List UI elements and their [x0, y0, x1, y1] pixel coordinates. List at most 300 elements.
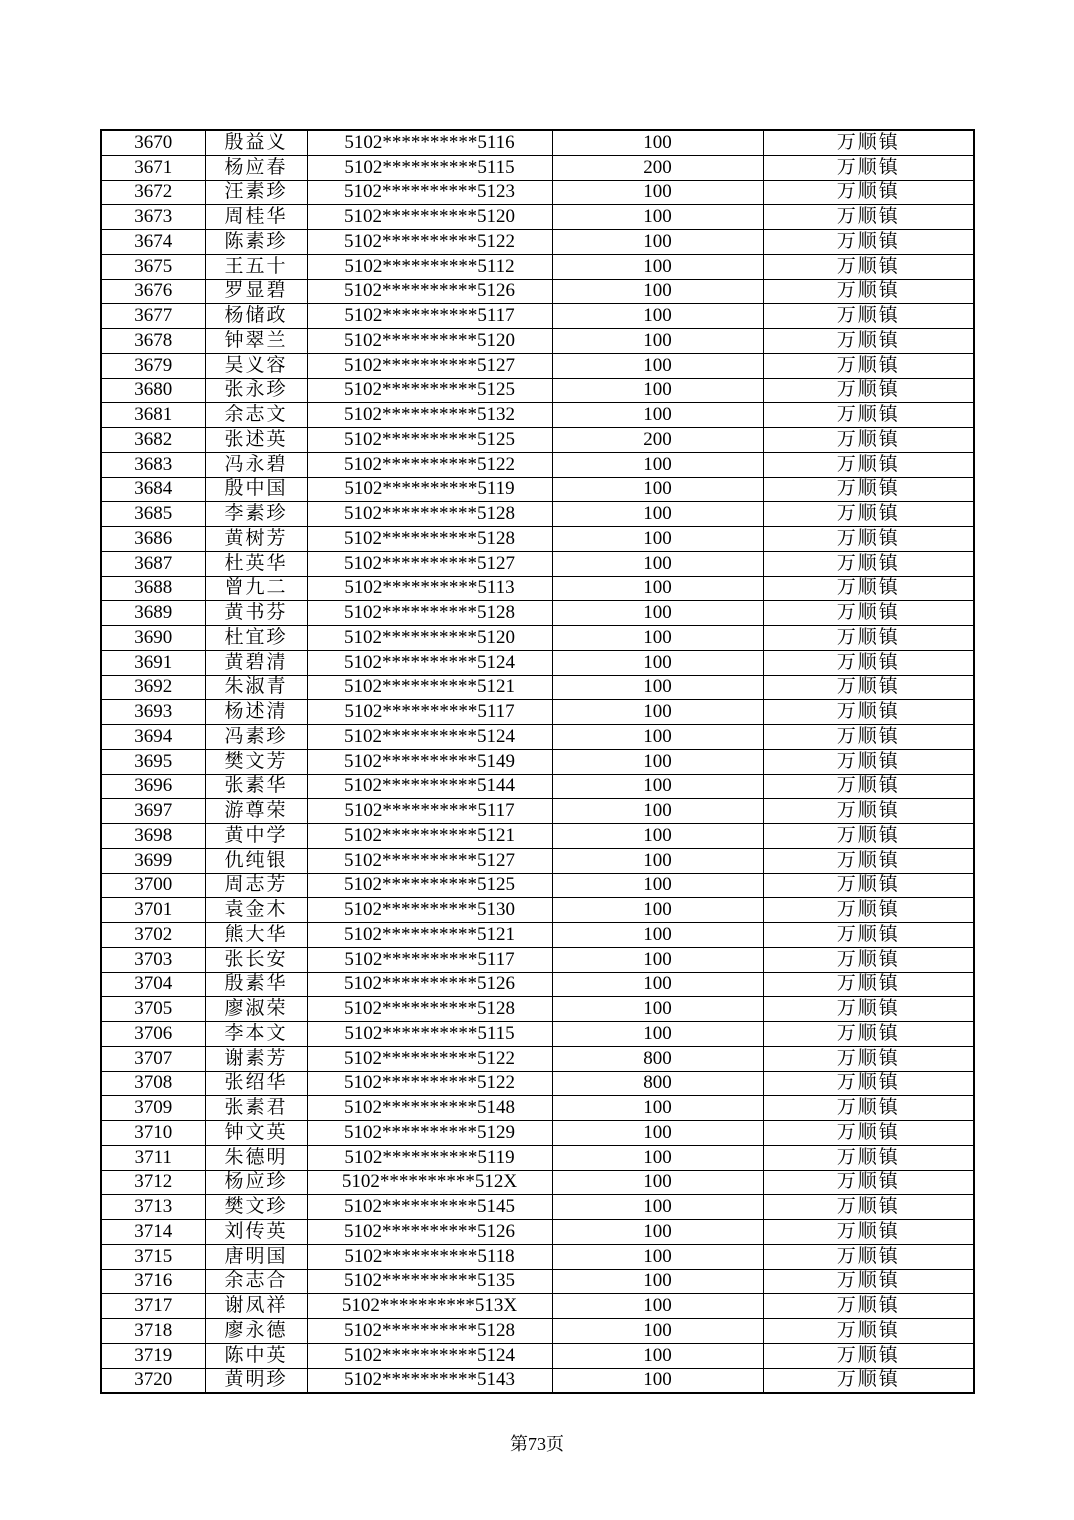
town-cell: 万顺镇	[763, 898, 974, 923]
town-cell: 万顺镇	[763, 329, 974, 354]
row-number-cell: 3671	[101, 155, 205, 180]
amount-cell: 100	[552, 601, 763, 626]
town-cell: 万顺镇	[763, 477, 974, 502]
id-number-cell: 5102**********5121	[307, 824, 552, 849]
row-number-cell: 3705	[101, 997, 205, 1022]
row-number-cell: 3683	[101, 452, 205, 477]
town-cell: 万顺镇	[763, 1220, 974, 1245]
id-number-cell: 5102**********5124	[307, 1343, 552, 1368]
table-row	[101, 1022, 974, 1047]
name-cell: 张长安	[205, 947, 307, 972]
name-cell: 唐明国	[205, 1244, 307, 1269]
name-cell: 杨储政	[205, 304, 307, 329]
table-row	[101, 180, 974, 205]
town-cell: 万顺镇	[763, 675, 974, 700]
name-cell: 黄明珍	[205, 1368, 307, 1393]
table-row	[101, 1145, 974, 1170]
row-number-cell: 3677	[101, 304, 205, 329]
table-row	[101, 725, 974, 750]
table-row	[101, 254, 974, 279]
amount-cell: 100	[552, 626, 763, 651]
name-cell: 朱淑青	[205, 675, 307, 700]
name-cell: 黄书芬	[205, 601, 307, 626]
amount-cell: 100	[552, 130, 763, 155]
id-number-cell: 5102**********5132	[307, 403, 552, 428]
amount-cell: 100	[552, 675, 763, 700]
table-row	[101, 1046, 974, 1071]
row-number-cell: 3686	[101, 527, 205, 552]
town-cell: 万顺镇	[763, 502, 974, 527]
name-cell: 殷益义	[205, 130, 307, 155]
name-cell: 樊文珍	[205, 1195, 307, 1220]
amount-cell: 100	[552, 1022, 763, 1047]
amount-cell: 100	[552, 180, 763, 205]
row-number-cell: 3688	[101, 576, 205, 601]
amount-cell: 100	[552, 1269, 763, 1294]
town-cell: 万顺镇	[763, 997, 974, 1022]
roster-table-body	[101, 130, 974, 1393]
amount-cell: 200	[552, 428, 763, 453]
amount-cell: 100	[552, 353, 763, 378]
town-cell: 万顺镇	[763, 873, 974, 898]
town-cell: 万顺镇	[763, 749, 974, 774]
name-cell: 罗显碧	[205, 279, 307, 304]
name-cell: 李本文	[205, 1022, 307, 1047]
id-number-cell: 5102**********5127	[307, 848, 552, 873]
id-number-cell: 5102**********5121	[307, 675, 552, 700]
town-cell: 万顺镇	[763, 1244, 974, 1269]
amount-cell: 800	[552, 1071, 763, 1096]
amount-cell: 100	[552, 403, 763, 428]
id-number-cell: 5102**********5117	[307, 947, 552, 972]
row-number-cell: 3704	[101, 972, 205, 997]
row-number-cell: 3679	[101, 353, 205, 378]
town-cell: 万顺镇	[763, 1368, 974, 1393]
table-row	[101, 626, 974, 651]
row-number-cell: 3700	[101, 873, 205, 898]
row-number-cell: 3684	[101, 477, 205, 502]
table-row	[101, 1319, 974, 1344]
amount-cell: 100	[552, 279, 763, 304]
id-number-cell: 5102**********5129	[307, 1121, 552, 1146]
row-number-cell: 3716	[101, 1269, 205, 1294]
town-cell: 万顺镇	[763, 626, 974, 651]
name-cell: 仇纯银	[205, 848, 307, 873]
id-number-cell: 5102**********5119	[307, 477, 552, 502]
name-cell: 杜宜珍	[205, 626, 307, 651]
row-number-cell: 3685	[101, 502, 205, 527]
name-cell: 张绍华	[205, 1071, 307, 1096]
amount-cell: 100	[552, 452, 763, 477]
table-row	[101, 403, 974, 428]
name-cell: 熊大华	[205, 923, 307, 948]
amount-cell: 100	[552, 527, 763, 552]
amount-cell: 100	[552, 898, 763, 923]
id-number-cell: 5102**********5143	[307, 1368, 552, 1393]
id-number-cell: 5102**********5128	[307, 601, 552, 626]
table-row	[101, 923, 974, 948]
town-cell: 万顺镇	[763, 180, 974, 205]
town-cell: 万顺镇	[763, 551, 974, 576]
name-cell: 周桂华	[205, 205, 307, 230]
name-cell: 游尊荣	[205, 799, 307, 824]
row-number-cell: 3689	[101, 601, 205, 626]
id-number-cell: 5102**********5117	[307, 700, 552, 725]
table-row	[101, 304, 974, 329]
table-row	[101, 650, 974, 675]
table-row	[101, 1071, 974, 1096]
id-number-cell: 5102**********5115	[307, 155, 552, 180]
town-cell: 万顺镇	[763, 155, 974, 180]
name-cell: 周志芳	[205, 873, 307, 898]
town-cell: 万顺镇	[763, 601, 974, 626]
row-number-cell: 3718	[101, 1319, 205, 1344]
amount-cell: 100	[552, 1170, 763, 1195]
id-number-cell: 5102**********5117	[307, 799, 552, 824]
roster-table	[100, 129, 975, 1394]
amount-cell: 100	[552, 650, 763, 675]
amount-cell: 100	[552, 1294, 763, 1319]
row-number-cell: 3707	[101, 1046, 205, 1071]
town-cell: 万顺镇	[763, 1046, 974, 1071]
name-cell: 张素君	[205, 1096, 307, 1121]
name-cell: 杜英华	[205, 551, 307, 576]
amount-cell: 100	[552, 848, 763, 873]
town-cell: 万顺镇	[763, 1170, 974, 1195]
town-cell: 万顺镇	[763, 799, 974, 824]
table-row	[101, 1195, 974, 1220]
table-row	[101, 329, 974, 354]
table-row	[101, 502, 974, 527]
name-cell: 张永珍	[205, 378, 307, 403]
id-number-cell: 5102**********5145	[307, 1195, 552, 1220]
amount-cell: 100	[552, 1096, 763, 1121]
town-cell: 万顺镇	[763, 1343, 974, 1368]
table-row	[101, 1096, 974, 1121]
table-row	[101, 972, 974, 997]
town-cell: 万顺镇	[763, 576, 974, 601]
row-number-cell: 3709	[101, 1096, 205, 1121]
row-number-cell: 3706	[101, 1022, 205, 1047]
id-number-cell: 5102**********5121	[307, 923, 552, 948]
row-number-cell: 3710	[101, 1121, 205, 1146]
amount-cell: 100	[552, 254, 763, 279]
amount-cell: 100	[552, 576, 763, 601]
id-number-cell: 5102**********5120	[307, 626, 552, 651]
id-number-cell: 5102**********5127	[307, 353, 552, 378]
id-number-cell: 5102**********5128	[307, 997, 552, 1022]
table-row	[101, 873, 974, 898]
name-cell: 张述英	[205, 428, 307, 453]
row-number-cell: 3696	[101, 774, 205, 799]
amount-cell: 100	[552, 1319, 763, 1344]
town-cell: 万顺镇	[763, 1096, 974, 1121]
name-cell: 黄碧清	[205, 650, 307, 675]
id-number-cell: 5102**********5127	[307, 551, 552, 576]
amount-cell: 100	[552, 205, 763, 230]
town-cell: 万顺镇	[763, 1294, 974, 1319]
town-cell: 万顺镇	[763, 774, 974, 799]
table-row	[101, 675, 974, 700]
town-cell: 万顺镇	[763, 947, 974, 972]
amount-cell: 100	[552, 502, 763, 527]
name-cell: 王五十	[205, 254, 307, 279]
row-number-cell: 3694	[101, 725, 205, 750]
table-row	[101, 1368, 974, 1393]
name-cell: 袁金木	[205, 898, 307, 923]
town-cell: 万顺镇	[763, 1022, 974, 1047]
name-cell: 樊文芳	[205, 749, 307, 774]
town-cell: 万顺镇	[763, 230, 974, 255]
town-cell: 万顺镇	[763, 725, 974, 750]
table-row	[101, 452, 974, 477]
town-cell: 万顺镇	[763, 205, 974, 230]
name-cell: 朱德明	[205, 1145, 307, 1170]
row-number-cell: 3674	[101, 230, 205, 255]
name-cell: 曾九二	[205, 576, 307, 601]
row-number-cell: 3701	[101, 898, 205, 923]
table-row	[101, 205, 974, 230]
town-cell: 万顺镇	[763, 1145, 974, 1170]
amount-cell: 100	[552, 774, 763, 799]
town-cell: 万顺镇	[763, 279, 974, 304]
row-number-cell: 3680	[101, 378, 205, 403]
id-number-cell: 5102**********5112	[307, 254, 552, 279]
row-number-cell: 3670	[101, 130, 205, 155]
town-cell: 万顺镇	[763, 403, 974, 428]
name-cell: 刘传英	[205, 1220, 307, 1245]
amount-cell: 100	[552, 873, 763, 898]
amount-cell: 100	[552, 997, 763, 1022]
table-row	[101, 576, 974, 601]
table-row	[101, 898, 974, 923]
table-row	[101, 155, 974, 180]
name-cell: 余志合	[205, 1269, 307, 1294]
table-row	[101, 1170, 974, 1195]
name-cell: 杨应春	[205, 155, 307, 180]
name-cell: 殷中国	[205, 477, 307, 502]
amount-cell: 100	[552, 477, 763, 502]
town-cell: 万顺镇	[763, 1071, 974, 1096]
name-cell: 廖淑荣	[205, 997, 307, 1022]
amount-cell: 100	[552, 230, 763, 255]
id-number-cell: 5102**********5126	[307, 1220, 552, 1245]
id-number-cell: 5102**********5120	[307, 205, 552, 230]
id-number-cell: 5102**********5122	[307, 1071, 552, 1096]
id-number-cell: 5102**********5119	[307, 1145, 552, 1170]
id-number-cell: 5102**********5117	[307, 304, 552, 329]
amount-cell: 100	[552, 329, 763, 354]
name-cell: 吴义容	[205, 353, 307, 378]
table-row	[101, 700, 974, 725]
table-row	[101, 230, 974, 255]
row-number-cell: 3719	[101, 1343, 205, 1368]
id-number-cell: 5102**********5126	[307, 972, 552, 997]
name-cell: 钟文英	[205, 1121, 307, 1146]
table-row	[101, 378, 974, 403]
name-cell: 谢素芳	[205, 1046, 307, 1071]
town-cell: 万顺镇	[763, 304, 974, 329]
name-cell: 谢凤祥	[205, 1294, 307, 1319]
town-cell: 万顺镇	[763, 650, 974, 675]
id-number-cell: 5102**********5126	[307, 279, 552, 304]
table-row	[101, 749, 974, 774]
town-cell: 万顺镇	[763, 353, 974, 378]
row-number-cell: 3693	[101, 700, 205, 725]
table-row	[101, 601, 974, 626]
id-number-cell: 5102**********5124	[307, 725, 552, 750]
id-number-cell: 5102**********5122	[307, 230, 552, 255]
id-number-cell: 5102**********5123	[307, 180, 552, 205]
row-number-cell: 3682	[101, 428, 205, 453]
row-number-cell: 3702	[101, 923, 205, 948]
row-number-cell: 3695	[101, 749, 205, 774]
table-row	[101, 527, 974, 552]
amount-cell: 100	[552, 749, 763, 774]
row-number-cell: 3676	[101, 279, 205, 304]
table-row	[101, 824, 974, 849]
row-number-cell: 3692	[101, 675, 205, 700]
id-number-cell: 5102**********5128	[307, 502, 552, 527]
amount-cell: 100	[552, 824, 763, 849]
row-number-cell: 3703	[101, 947, 205, 972]
town-cell: 万顺镇	[763, 848, 974, 873]
town-cell: 万顺镇	[763, 1319, 974, 1344]
table-row	[101, 428, 974, 453]
town-cell: 万顺镇	[763, 1195, 974, 1220]
amount-cell: 100	[552, 923, 763, 948]
amount-cell: 100	[552, 972, 763, 997]
id-number-cell: 5102**********5128	[307, 527, 552, 552]
table-row	[101, 774, 974, 799]
id-number-cell: 5102**********5135	[307, 1269, 552, 1294]
town-cell: 万顺镇	[763, 923, 974, 948]
name-cell: 余志文	[205, 403, 307, 428]
table-row	[101, 1220, 974, 1245]
row-number-cell: 3697	[101, 799, 205, 824]
amount-cell: 100	[552, 1244, 763, 1269]
id-number-cell: 5102**********5113	[307, 576, 552, 601]
amount-cell: 100	[552, 725, 763, 750]
page-number: 第73页	[510, 1434, 564, 1454]
town-cell: 万顺镇	[763, 972, 974, 997]
amount-cell: 100	[552, 551, 763, 576]
id-number-cell: 5102**********513X	[307, 1294, 552, 1319]
id-number-cell: 5102**********5122	[307, 1046, 552, 1071]
amount-cell: 100	[552, 304, 763, 329]
town-cell: 万顺镇	[763, 700, 974, 725]
id-number-cell: 5102**********5144	[307, 774, 552, 799]
amount-cell: 100	[552, 1343, 763, 1368]
name-cell: 廖永德	[205, 1319, 307, 1344]
row-number-cell: 3678	[101, 329, 205, 354]
town-cell: 万顺镇	[763, 1121, 974, 1146]
row-number-cell: 3691	[101, 650, 205, 675]
row-number-cell: 3717	[101, 1294, 205, 1319]
row-number-cell: 3687	[101, 551, 205, 576]
id-number-cell: 5102**********5122	[307, 452, 552, 477]
id-number-cell: 5102**********5116	[307, 130, 552, 155]
row-number-cell: 3675	[101, 254, 205, 279]
name-cell: 黄中学	[205, 824, 307, 849]
name-cell: 钟翠兰	[205, 329, 307, 354]
row-number-cell: 3715	[101, 1244, 205, 1269]
row-number-cell: 3713	[101, 1195, 205, 1220]
name-cell: 李素珍	[205, 502, 307, 527]
table-row	[101, 1244, 974, 1269]
town-cell: 万顺镇	[763, 824, 974, 849]
id-number-cell: 5102**********5125	[307, 873, 552, 898]
name-cell: 杨应珍	[205, 1170, 307, 1195]
amount-cell: 800	[552, 1046, 763, 1071]
name-cell: 杨述清	[205, 700, 307, 725]
row-number-cell: 3711	[101, 1145, 205, 1170]
id-number-cell: 5102**********5115	[307, 1022, 552, 1047]
town-cell: 万顺镇	[763, 527, 974, 552]
town-cell: 万顺镇	[763, 130, 974, 155]
table-row	[101, 353, 974, 378]
row-number-cell: 3673	[101, 205, 205, 230]
name-cell: 陈中英	[205, 1343, 307, 1368]
row-number-cell: 3672	[101, 180, 205, 205]
row-number-cell: 3720	[101, 1368, 205, 1393]
id-number-cell: 5102**********512X	[307, 1170, 552, 1195]
amount-cell: 100	[552, 1145, 763, 1170]
table-row	[101, 477, 974, 502]
name-cell: 张素华	[205, 774, 307, 799]
id-number-cell: 5102**********5125	[307, 378, 552, 403]
name-cell: 陈素珍	[205, 230, 307, 255]
id-number-cell: 5102**********5128	[307, 1319, 552, 1344]
amount-cell: 200	[552, 155, 763, 180]
amount-cell: 100	[552, 947, 763, 972]
town-cell: 万顺镇	[763, 1269, 974, 1294]
row-number-cell: 3681	[101, 403, 205, 428]
town-cell: 万顺镇	[763, 452, 974, 477]
name-cell: 殷素华	[205, 972, 307, 997]
row-number-cell: 3699	[101, 848, 205, 873]
amount-cell: 100	[552, 799, 763, 824]
amount-cell: 100	[552, 700, 763, 725]
id-number-cell: 5102**********5149	[307, 749, 552, 774]
id-number-cell: 5102**********5148	[307, 1096, 552, 1121]
amount-cell: 100	[552, 1220, 763, 1245]
table-row	[101, 1343, 974, 1368]
table-row	[101, 1269, 974, 1294]
row-number-cell: 3690	[101, 626, 205, 651]
id-number-cell: 5102**********5125	[307, 428, 552, 453]
table-row	[101, 279, 974, 304]
row-number-cell: 3698	[101, 824, 205, 849]
name-cell: 汪素珍	[205, 180, 307, 205]
town-cell: 万顺镇	[763, 428, 974, 453]
id-number-cell: 5102**********5120	[307, 329, 552, 354]
amount-cell: 100	[552, 1368, 763, 1393]
amount-cell: 100	[552, 1121, 763, 1146]
row-number-cell: 3714	[101, 1220, 205, 1245]
id-number-cell: 5102**********5124	[307, 650, 552, 675]
amount-cell: 100	[552, 378, 763, 403]
row-number-cell: 3708	[101, 1071, 205, 1096]
name-cell: 黄树芳	[205, 527, 307, 552]
table-row	[101, 1294, 974, 1319]
amount-cell: 100	[552, 1195, 763, 1220]
table-row	[101, 1121, 974, 1146]
row-number-cell: 3712	[101, 1170, 205, 1195]
name-cell: 冯永碧	[205, 452, 307, 477]
table-row	[101, 551, 974, 576]
town-cell: 万顺镇	[763, 378, 974, 403]
